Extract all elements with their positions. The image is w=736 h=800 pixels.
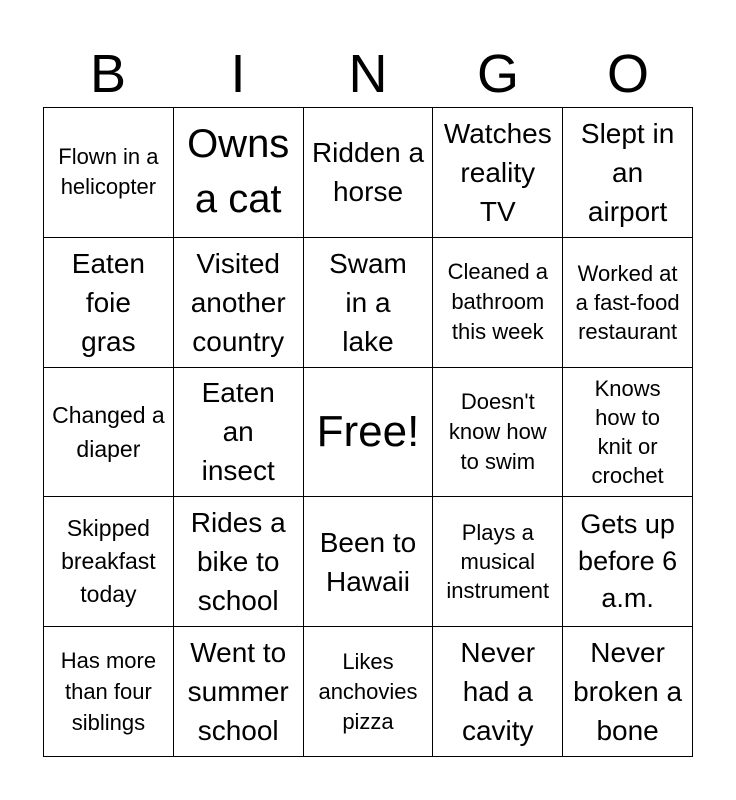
bingo-cell-g1[interactable] — [433, 108, 563, 238]
free-space-label: Free! — [316, 406, 420, 456]
cell-text: Went to summer school — [187, 637, 289, 747]
cell-text: Likes anchovies pizza — [318, 648, 418, 734]
header-letter-g: G — [476, 44, 519, 104]
bingo-cell-i5[interactable] — [174, 627, 304, 757]
bingo-cell-b5[interactable] — [44, 627, 174, 757]
cell-text: Swam in a lake — [329, 247, 407, 357]
bingo-cell-i4[interactable] — [174, 497, 304, 627]
bingo-cell-n2[interactable] — [304, 238, 434, 368]
cell-text: Changed a diaper — [52, 401, 165, 462]
bingo-cell-i1[interactable] — [174, 108, 304, 238]
bingo-cell-b4[interactable] — [44, 497, 174, 627]
cell-text: Slept in an airport — [580, 117, 675, 227]
cell-text: Plays a musical instrument — [446, 520, 550, 604]
cell-text: Knows how to knit or crochet — [591, 375, 664, 488]
cell-text: Eaten foie gras — [71, 247, 145, 357]
bingo-cell-o3[interactable] — [563, 368, 693, 498]
cell-text: Eaten an insect — [201, 377, 275, 487]
header-letter-o: O — [606, 44, 649, 104]
cell-text: Has more than four siblings — [60, 648, 157, 736]
cell-text: Rides a bike to school — [190, 507, 286, 617]
header-letter-b: B — [89, 44, 127, 104]
bingo-cell-o2[interactable] — [563, 238, 693, 368]
bingo-cell-o5[interactable] — [563, 627, 693, 757]
bingo-cell-b1[interactable] — [44, 108, 174, 238]
cell-text: Doesn't know how to swim — [448, 388, 547, 474]
cell-text: Never broken a bone — [573, 637, 683, 747]
header-letter-n: N — [348, 44, 388, 104]
cell-text: Ridden a horse — [311, 137, 425, 208]
cell-text: Owns a cat — [187, 122, 290, 222]
bingo-cell-n1[interactable] — [304, 108, 434, 238]
bingo-cell-n4[interactable] — [304, 497, 434, 627]
cell-text: Worked at a fast-food restaurant — [575, 260, 680, 344]
cell-text: Skipped breakfast today — [61, 515, 156, 608]
cell-text: Visited another country — [190, 247, 286, 357]
bingo-cell-g3[interactable] — [433, 368, 563, 498]
bingo-cell-b3[interactable] — [44, 368, 174, 498]
cell-text: Flown in a helicopter — [58, 144, 159, 200]
header-letter-i: I — [230, 44, 246, 104]
bingo-cell-g5[interactable] — [433, 627, 563, 757]
cell-text: Gets up before 6 a.m. — [578, 509, 678, 614]
cell-text: Watches reality TV — [443, 117, 552, 227]
cell-text: Cleaned a bathroom this week — [447, 259, 548, 345]
bingo-cell-o4[interactable] — [563, 497, 693, 627]
bingo-cell-g4[interactable] — [433, 497, 563, 627]
bingo-cell-i3[interactable] — [174, 368, 304, 498]
cell-text: Never had a cavity — [460, 637, 536, 747]
bingo-cell-n3[interactable] — [304, 368, 434, 498]
bingo-grid — [43, 107, 693, 757]
bingo-header — [43, 40, 693, 108]
bingo-cell-g2[interactable] — [433, 238, 563, 368]
bingo-cell-b2[interactable] — [44, 238, 174, 368]
bingo-cell-o1[interactable] — [563, 108, 693, 238]
bingo-cell-n5[interactable] — [304, 627, 434, 757]
cell-text: Been to Hawaii — [319, 526, 417, 597]
bingo-cell-i2[interactable] — [174, 238, 304, 368]
